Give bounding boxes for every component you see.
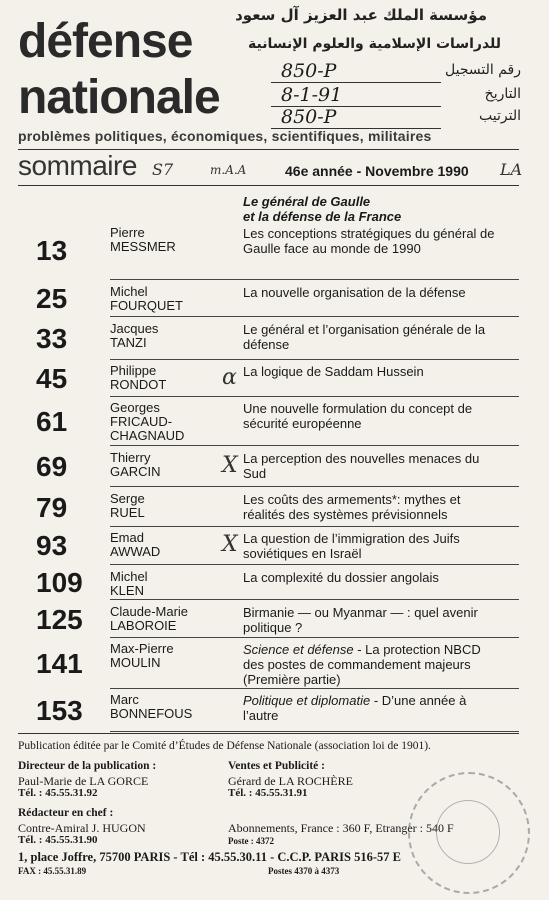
toc-article-title bbox=[243, 605, 503, 635]
toc-page-number: 61 bbox=[36, 406, 68, 437]
handwritten-check-mark: α bbox=[222, 365, 237, 390]
toc-author bbox=[110, 531, 160, 559]
toc-divider bbox=[110, 486, 519, 487]
toc-author-last-name: MESSMER bbox=[110, 239, 176, 254]
stamp-entry-label: التاريخ bbox=[484, 86, 521, 102]
toc-author-last-name: FRICAUD-CHAGNAUD bbox=[110, 414, 185, 443]
stamp-entry bbox=[251, 84, 521, 106]
toc-entry bbox=[18, 447, 519, 487]
toc-entry bbox=[18, 488, 519, 527]
director-tel: Tél. : 45.55.31.92 bbox=[18, 787, 98, 799]
footer-rule bbox=[18, 733, 519, 734]
toc-entry bbox=[18, 360, 519, 397]
stamp-entry-label: رقم التسجيل bbox=[445, 62, 521, 78]
publication-note: Publication éditée par le Comité d’Études de Défense Nationale (association loi de 1901). bbox=[18, 740, 431, 752]
toc-article-title bbox=[243, 570, 503, 585]
toc-article-title bbox=[243, 451, 503, 481]
stamp-entry-value: 8-1-91 bbox=[281, 84, 343, 106]
toc-author-first-name: Jacques bbox=[110, 321, 159, 336]
toc-article-title bbox=[243, 364, 503, 379]
masthead-subtitle: problèmes politiques, économiques, scientifiques, militaires bbox=[18, 128, 432, 144]
toc-author-last-name: FOURQUET bbox=[110, 298, 183, 313]
toc-author-last-name: KLEN bbox=[110, 583, 144, 598]
stamp-entry-value: 850-P bbox=[281, 106, 337, 128]
toc-page-number: 45 bbox=[36, 363, 68, 394]
toc-author bbox=[110, 226, 176, 254]
stamp-institution-line2: للدراسات الإسلامية والعلوم الإنسانية bbox=[248, 36, 501, 52]
stamp-entry-label: الترتيب bbox=[479, 108, 521, 124]
handwritten-note: LA bbox=[500, 160, 523, 179]
poste: Poste : 4372 bbox=[228, 836, 274, 846]
toc-divider bbox=[110, 316, 519, 317]
toc-author-last-name: BONNEFOUS bbox=[110, 706, 193, 721]
toc-author-first-name: Serge bbox=[110, 491, 145, 506]
toc-author-first-name: Claude-Marie bbox=[110, 604, 189, 619]
handwritten-check-mark: X bbox=[222, 453, 238, 478]
toc-author-last-name: LABOROIE bbox=[110, 618, 177, 633]
toc-author-first-name: Max-Pierre bbox=[110, 641, 174, 656]
editor-name: Contre-Amiral J. HUGON bbox=[18, 821, 146, 835]
toc-author bbox=[110, 642, 174, 670]
toc-page-number: 13 bbox=[36, 235, 68, 266]
toc-page-number: 69 bbox=[36, 451, 68, 482]
toc-author bbox=[110, 322, 158, 350]
section-rule bbox=[18, 185, 519, 186]
toc-author-first-name: Georges bbox=[110, 400, 160, 415]
toc-entry bbox=[18, 638, 519, 689]
library-seal-stamp bbox=[408, 772, 530, 894]
toc-author bbox=[110, 364, 166, 392]
toc-author-last-name: GARCIN bbox=[110, 464, 161, 479]
issue-info: 46e année - Novembre 1990 bbox=[285, 163, 469, 179]
postes: Postes 4370 à 4373 bbox=[268, 866, 340, 876]
toc-entry bbox=[18, 566, 519, 600]
toc-article-title bbox=[243, 531, 503, 561]
toc-title-text: La nouvelle organisation de la défense bbox=[243, 285, 466, 300]
stamp-entry bbox=[251, 106, 521, 128]
toc-author-first-name: Pierre bbox=[110, 225, 145, 240]
stamp-entry-value: 850-P bbox=[281, 60, 337, 82]
address-line: 1, place Joffre, 75700 PARIS - Tél : 45.55.30.11 - C.C.P. PARIS 516-57 E bbox=[18, 850, 401, 864]
toc-title-text: Le général et l’organisation générale de la défense bbox=[243, 322, 486, 352]
toc-page-number: 109 bbox=[36, 567, 83, 598]
toc-page-number: 33 bbox=[36, 323, 68, 354]
toc-page-number: 141 bbox=[36, 648, 83, 679]
toc-title-text: Birmanie — ou Myanmar — : quel avenir politique ? bbox=[243, 605, 478, 635]
sommaire-heading: sommaire bbox=[18, 150, 137, 181]
toc-author bbox=[110, 492, 145, 520]
handwritten-check-mark: X bbox=[222, 532, 238, 557]
toc-author-last-name: TANZI bbox=[110, 335, 147, 350]
toc-divider bbox=[110, 279, 519, 280]
toc-page-number: 153 bbox=[36, 695, 83, 726]
toc-author bbox=[110, 401, 200, 443]
toc-entry bbox=[18, 397, 519, 446]
director-label: Directeur de la publication : bbox=[18, 760, 157, 772]
toc-page-number: 125 bbox=[36, 604, 83, 635]
toc-title-text: - D’une année à l’autre bbox=[243, 693, 467, 723]
toc-author-first-name: Michel bbox=[110, 569, 148, 584]
toc-title-text: - La protection NBCD des postes de commandement majeurs (Première partie) bbox=[243, 642, 481, 687]
subscriptions: Abonnements, France : 360 F, Etranger : 540 F bbox=[228, 821, 454, 835]
masthead-title-line2: nationale bbox=[18, 71, 220, 124]
toc-title-text: La complexité du dossier angolais bbox=[243, 570, 439, 585]
section-heading-line2: et la défense de la France bbox=[243, 209, 402, 224]
toc-title-text: Une nouvelle formulation du concept de sécurité européenne bbox=[243, 401, 473, 431]
toc-author bbox=[110, 285, 183, 313]
toc-article-title bbox=[243, 693, 503, 723]
sales-tel: Tél. : 45.55.31.91 bbox=[228, 787, 308, 799]
toc-author-last-name: RUEL bbox=[110, 505, 145, 520]
toc-author bbox=[110, 693, 192, 721]
handwritten-note: m.A.A bbox=[210, 163, 247, 177]
toc-author-first-name: Emad bbox=[110, 530, 144, 545]
toc-author bbox=[110, 605, 188, 633]
toc-author-first-name: Marc bbox=[110, 692, 139, 707]
toc-article-title bbox=[243, 492, 503, 522]
sales-name: Gérard de LA ROCHÈRE bbox=[228, 774, 353, 788]
toc-article-title bbox=[243, 642, 503, 687]
toc-entry bbox=[18, 281, 519, 317]
stamp-institution-line1: مؤسسة الملك عبد العزيز آل سعود bbox=[235, 6, 487, 24]
section-heading bbox=[243, 194, 401, 224]
toc-article-title bbox=[243, 401, 503, 431]
toc-page-number: 25 bbox=[36, 283, 68, 314]
toc-entry bbox=[18, 601, 519, 638]
toc-author-first-name: Philippe bbox=[110, 363, 157, 378]
section-heading-line1: Le général de Gaulle bbox=[243, 194, 371, 209]
toc-entry bbox=[18, 527, 519, 565]
toc-entry bbox=[18, 222, 519, 280]
toc-divider bbox=[110, 731, 519, 732]
toc-author bbox=[110, 570, 148, 598]
fax: FAX : 45.55.31.89 bbox=[18, 866, 87, 876]
toc-page-number: 79 bbox=[36, 492, 68, 523]
sales-label: Ventes et Publicité : bbox=[228, 760, 325, 772]
toc-title-text: Les conceptions stratégiques du général de Gaulle face au monde de 1990 bbox=[243, 226, 495, 256]
toc-title-text: Les coûts des armements*: mythes et réalités des systèmes prévisionnels bbox=[243, 492, 461, 522]
director-name: Paul-Marie de LA GORCE bbox=[18, 774, 149, 788]
toc-divider bbox=[110, 599, 519, 600]
toc-rubric: Politique et diplomatie bbox=[243, 693, 371, 708]
toc-page-number: 93 bbox=[36, 530, 68, 561]
toc-entry bbox=[18, 689, 519, 732]
editor-tel: Tél. : 45.55.31.90 bbox=[18, 834, 98, 846]
toc-divider bbox=[110, 564, 519, 565]
toc-divider bbox=[110, 445, 519, 446]
toc-article-title bbox=[243, 285, 503, 300]
toc-author-last-name: MOULIN bbox=[110, 655, 161, 670]
toc-author-first-name: Thierry bbox=[110, 450, 151, 465]
toc-article-title bbox=[243, 226, 503, 256]
toc-author-last-name: RONDOT bbox=[110, 377, 167, 392]
toc-author bbox=[110, 451, 161, 479]
stamp-entry bbox=[251, 60, 521, 82]
editor-label: Rédacteur en chef : bbox=[18, 807, 114, 819]
toc-author-first-name: Michel bbox=[110, 284, 148, 299]
masthead-title-line1: défense bbox=[18, 15, 193, 68]
toc-entry bbox=[18, 318, 519, 360]
toc-title-text: La question de l’immigration des Juifs soviétiques en Israël bbox=[243, 531, 460, 561]
toc-rubric: Science et défense bbox=[243, 642, 354, 657]
toc-article-title bbox=[243, 322, 503, 352]
toc-title-text: La perception des nouvelles menaces du Sud bbox=[243, 451, 480, 481]
handwritten-note: S7 bbox=[152, 160, 174, 179]
toc-author-last-name: AWWAD bbox=[110, 544, 161, 559]
toc-title-text: La logique de Saddam Hussein bbox=[243, 364, 424, 379]
